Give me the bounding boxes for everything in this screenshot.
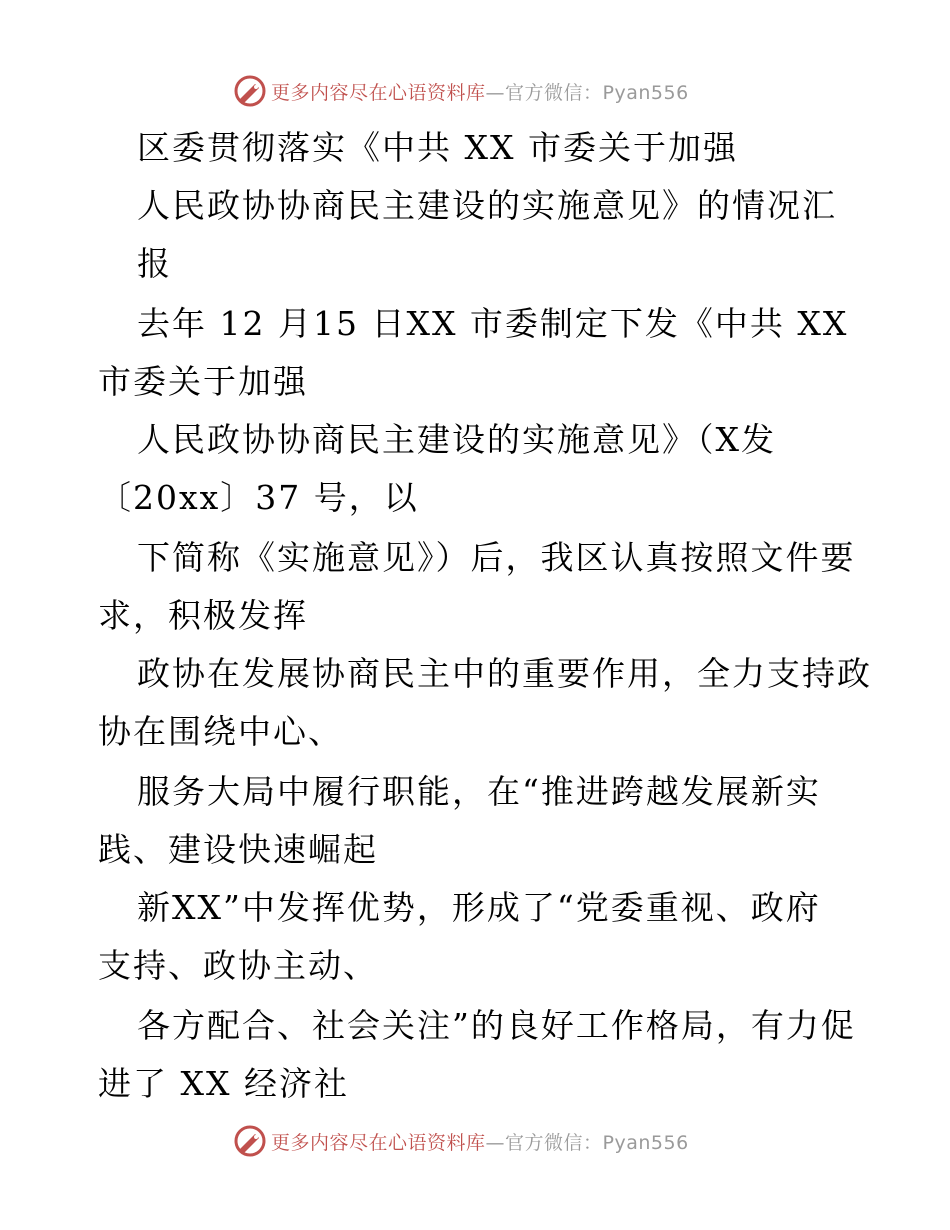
doc-line: 进了 XX 经济社 [98,1064,349,1103]
doc-line: 区委贯彻落实《中共 XX 市委关于加强 [137,128,738,167]
doc-line: 新XX”中发挥优势，形成了“党委重视、政府 [137,888,821,927]
banner-dash: — [485,81,506,104]
banner-brand-text: 更多内容尽在心语资料库 [271,1131,486,1154]
doc-line: 求，积极发挥 [98,596,308,635]
doc-line: 践、建设快速崛起 [98,830,378,869]
doc-line: 服务大局中履行职能，在“推进跨越发展新实 [137,772,821,811]
header-banner [0,70,950,110]
doc-line: 下简称《实施意见》）后，我区认真按照文件要 [137,538,856,577]
banner-brand-text: 更多内容尽在心语资料库 [271,81,486,104]
doc-line: 报 [137,244,172,283]
doc-line: 人民政协协商民主建设的实施意见》的情况汇 [137,186,837,225]
pen-nib-logo-icon [233,74,267,108]
footer-banner [0,1120,950,1160]
doc-line: 市委关于加强 [98,362,308,401]
doc-line: 支持、政协主动、 [98,946,378,985]
doc-line: 〔20xx〕37 号，以 [98,478,419,517]
banner-wechat-text: 官方微信：Pyan556 [505,81,689,104]
banner-wechat-text: 官方微信：Pyan556 [505,1131,689,1154]
doc-line: 人民政协协商民主建设的实施意见》（X发 [137,420,776,459]
doc-line: 协在围绕中心、 [98,712,343,751]
banner-dash: — [485,1131,506,1154]
doc-line: 政协在发展协商民主中的重要作用，全力支持政 [137,654,872,693]
doc-line: 各方配合、社会关注”的良好工作格局，有力促 [137,1006,856,1045]
doc-line: 去年 12 月15 日XX 市委制定下发《中共 XX [137,304,849,343]
pen-nib-logo-icon [233,1124,267,1158]
